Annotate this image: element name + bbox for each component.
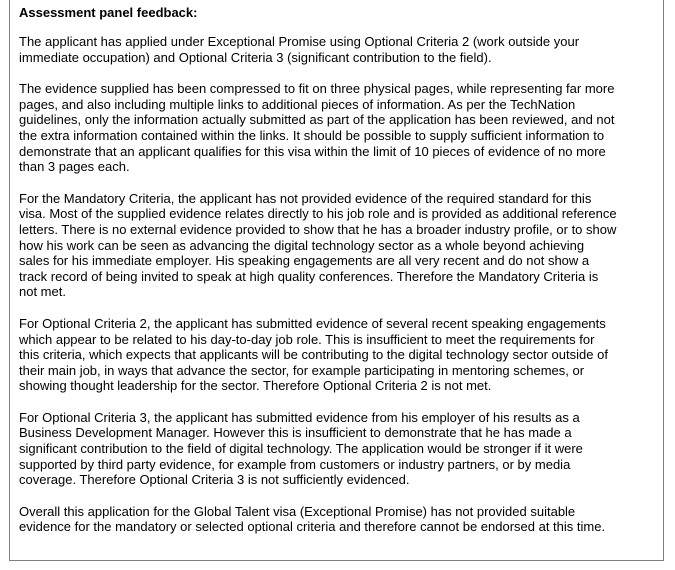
- text-line: For Optional Criteria 2, the applicant has submitted evidence of several recent speaking engagements: [19, 315, 606, 331]
- text-line: their main job, in ways that advance the sector, for example participating in mentoring schemes, or: [19, 362, 585, 378]
- text-line: visa. Most of the supplied evidence relates directly to his job role and is provided as additional reference: [19, 206, 617, 222]
- text-line: evidence for the mandatory or selected optional criteria and therefore cannot be endorsed at this time.: [19, 519, 606, 535]
- text-line: the extra information contained within the links. It should be possible to supply sufficient information to: [19, 127, 605, 143]
- text-line: The applicant has applied under Exceptional Promise using Optional Criteria 2 (work outside your: [19, 34, 580, 49]
- text-line: The evidence supplied has been compressed to fit on three physical pages, while representing far more: [19, 81, 615, 97]
- text-line: significant contribution to the field of digital technology. The application would be stronger if it were: [19, 441, 583, 457]
- paragraph-overall-conclusion: [19, 504, 659, 535]
- text-line: supported by third party evidence, for example from customers or industry partners, or by media: [19, 456, 571, 472]
- paragraph-mandatory-criteria: [19, 191, 659, 300]
- text-line: For the Mandatory Criteria, the applicant has not provided evidence of the required standard for this: [19, 190, 592, 206]
- text-line: Business Development Manager. However this is insufficient to demonstrate that he has made a: [19, 425, 572, 441]
- text-line: coverage. Therefore Optional Criteria 3 is not sufficiently evidenced.: [19, 472, 410, 488]
- text-line: pages, and also including multiple links to additional pieces of information. As per the TechNation: [19, 96, 576, 112]
- text-line: this criteria, which expects that applicants will be contributing to the digital technology sector outside of: [19, 347, 608, 363]
- paragraph-optional-criteria-2: [19, 316, 659, 394]
- text-line: Overall this application for the Global Talent visa (Exceptional Promise) has not provided suitable: [19, 503, 576, 519]
- text-line: how his work can be seen as advancing the digital technology sector as a whole beyond achieving: [19, 237, 585, 253]
- text-line: guidelines, only the information actually submitted as part of the application has been reviewed, and not: [19, 112, 615, 128]
- paragraph-evidence-format: [19, 81, 659, 175]
- text-line: sales for his immediate employer. His speaking engagements are all very recent and do not show a: [19, 253, 590, 269]
- text-line: demonstrate that an applicant qualifies for this visa within the limit of 10 pieces of evidence of no more: [19, 143, 606, 159]
- paragraph-optional-criteria-3: [19, 410, 659, 488]
- assessment-feedback-panel: [9, 0, 664, 561]
- text-line: For Optional Criteria 3, the applicant has submitted evidence from his employer of his results as a: [19, 409, 580, 425]
- paragraph-criteria-applied: [19, 34, 659, 65]
- text-line: which appear to be related to his day-to-day job role. This is insufficient to meet the requirements for: [19, 331, 595, 347]
- text-line: showing thought leadership for the sector. Therefore Optional Criteria 2 is not met.: [19, 378, 492, 394]
- text-line: than 3 pages each.: [19, 159, 130, 175]
- panel-title: Assessment panel feedback:: [19, 5, 198, 20]
- text-line: track record of being invited to speak at high quality conferences. Therefore the Mandatory Criteria is: [19, 268, 599, 284]
- text-line: not met.: [19, 284, 66, 300]
- text-line: letters. There is no external evidence provided to show that he has a broader industry profile, or to show: [19, 221, 617, 237]
- text-line: immediate occupation) and Optional Criteria 3 (significant contribution to the field).: [19, 49, 492, 65]
